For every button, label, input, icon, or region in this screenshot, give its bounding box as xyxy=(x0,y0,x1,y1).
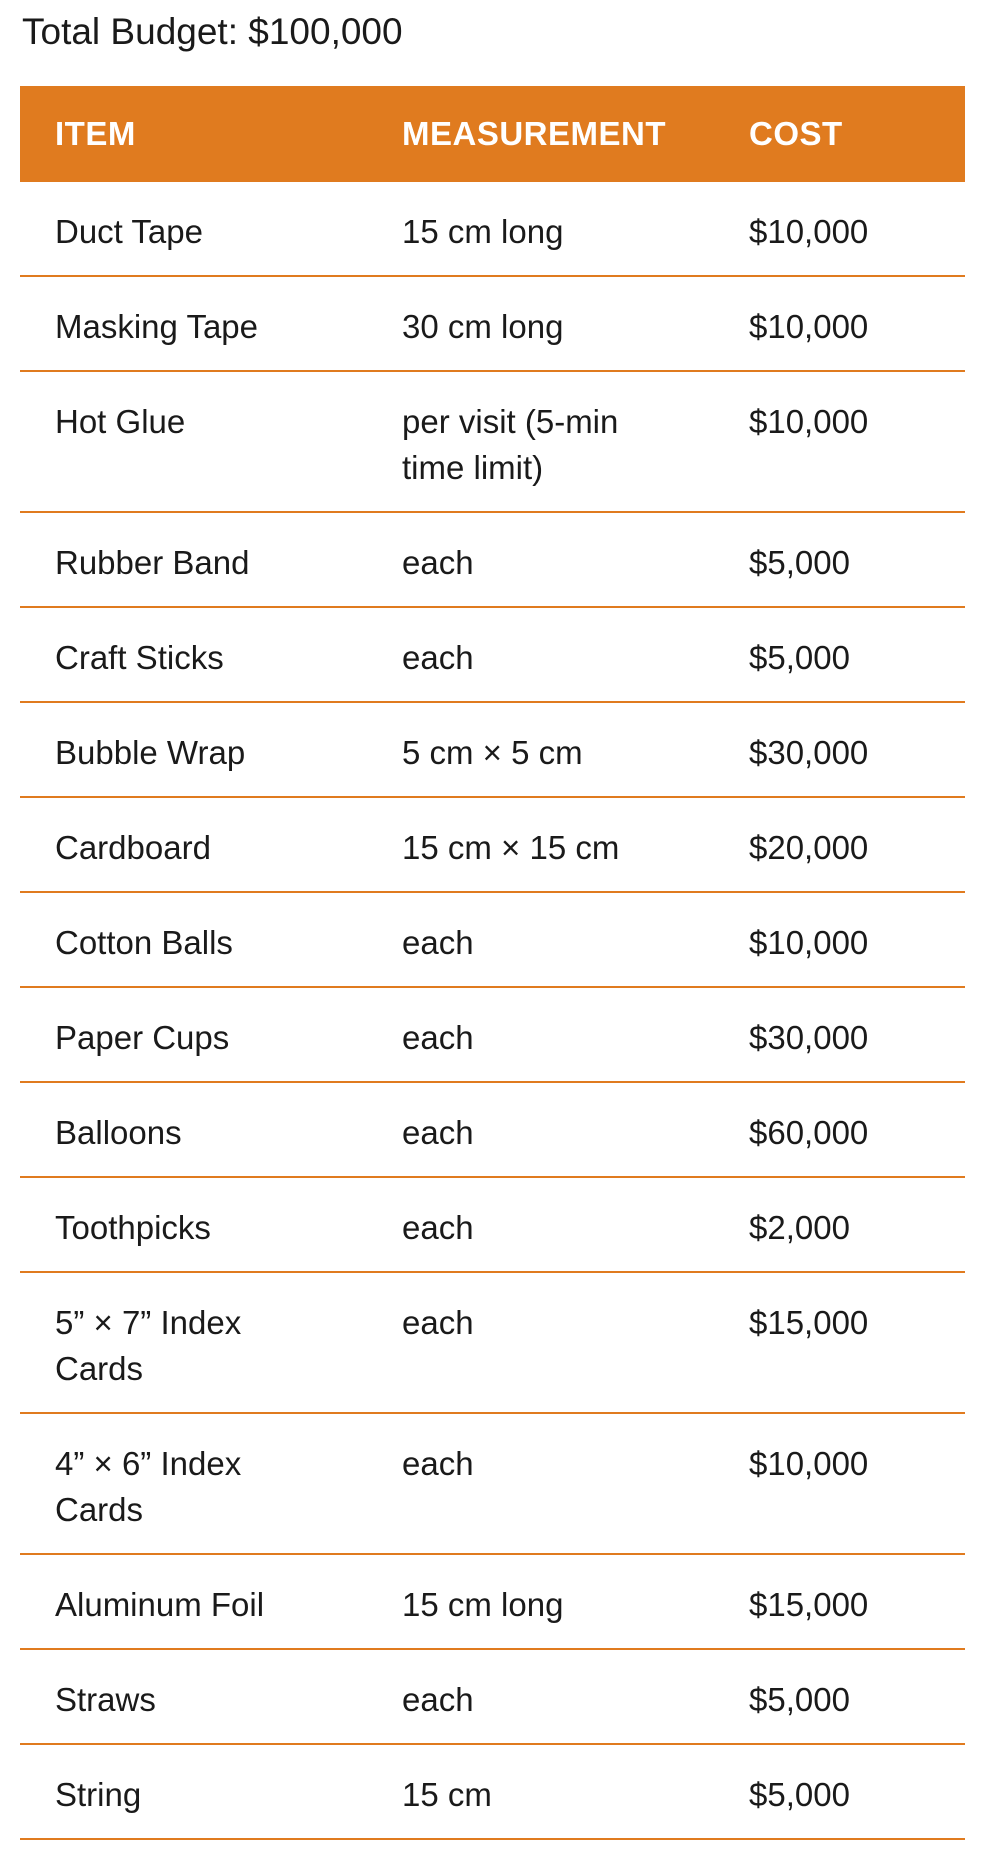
measurement-cell: each xyxy=(402,1114,474,1151)
measurement-cell: each xyxy=(402,1209,474,1246)
item-cell: Aluminum Foil xyxy=(55,1586,265,1623)
table-row xyxy=(20,608,965,703)
cost-cell: $60,000 xyxy=(749,1114,869,1151)
cost-cell: $10,000 xyxy=(749,403,869,440)
item-cell: Straws xyxy=(55,1681,156,1718)
measurement-cell: 30 cm long xyxy=(402,308,564,345)
table-row xyxy=(20,1650,965,1745)
item-cell: String xyxy=(55,1776,142,1813)
cost-cell: $5,000 xyxy=(749,1776,850,1813)
cost-cell: $5,000 xyxy=(749,544,850,581)
measurement-cell: each xyxy=(402,1019,474,1056)
header-cost: COST xyxy=(749,115,843,152)
item-cell: Toothpicks xyxy=(55,1209,211,1246)
table-row xyxy=(20,513,965,608)
table-row xyxy=(20,1273,965,1414)
measurement-cell: each xyxy=(402,544,474,581)
cost-cell: $30,000 xyxy=(749,1019,869,1056)
item-cell: Craft Sticks xyxy=(55,639,224,676)
item-cell: 5” × 7” Index Cards xyxy=(55,1304,242,1387)
measurement-cell: each xyxy=(402,1304,474,1341)
measurement-cell: each xyxy=(402,1445,474,1482)
item-cell: Balloons xyxy=(55,1114,182,1151)
item-cell: Cardboard xyxy=(55,829,211,866)
cost-cell: $10,000 xyxy=(749,1445,869,1482)
table-row xyxy=(20,703,965,798)
cost-cell: $10,000 xyxy=(749,308,869,345)
table-row xyxy=(20,1745,965,1840)
cost-cell: $15,000 xyxy=(749,1304,869,1341)
measurement-cell: 5 cm × 5 cm xyxy=(402,734,583,771)
item-cell: Paper Cups xyxy=(55,1019,230,1056)
item-cell: Masking Tape xyxy=(55,308,259,345)
cost-cell: $5,000 xyxy=(749,639,850,676)
measurement-cell: 15 cm xyxy=(402,1776,492,1813)
cost-cell: $20,000 xyxy=(749,829,869,866)
total-budget-label: Total Budget: $100,000 xyxy=(22,11,403,52)
item-cell: Bubble Wrap xyxy=(55,734,246,771)
item-cell: Cotton Balls xyxy=(55,924,233,961)
table-row xyxy=(20,182,965,277)
measurement-cell: 15 cm long xyxy=(402,1586,564,1623)
measurement-cell: 15 cm × 15 cm xyxy=(402,829,620,866)
item-cell: 4” × 6” Index Cards xyxy=(55,1445,242,1528)
table-row xyxy=(20,372,965,513)
header-measurement: MEASUREMENT xyxy=(402,115,667,152)
header-item: ITEM xyxy=(55,115,136,152)
table-row xyxy=(20,798,965,893)
table-row xyxy=(20,893,965,988)
table-row xyxy=(20,1414,965,1555)
cost-cell: $10,000 xyxy=(749,924,869,961)
cost-cell: $2,000 xyxy=(749,1209,850,1246)
table-row xyxy=(20,1178,965,1273)
table-row xyxy=(20,277,965,372)
measurement-cell: per visit (5-min time limit) xyxy=(402,403,619,486)
item-cell: Hot Glue xyxy=(55,403,186,440)
measurement-cell: each xyxy=(402,639,474,676)
table-row xyxy=(20,988,965,1083)
item-cell: Duct Tape xyxy=(55,213,203,250)
cost-cell: $5,000 xyxy=(749,1681,850,1718)
cost-cell: $30,000 xyxy=(749,734,869,771)
supplies-table xyxy=(20,86,965,1840)
measurement-cell: 15 cm long xyxy=(402,213,564,250)
table-header xyxy=(20,86,965,182)
table-row xyxy=(20,1555,965,1650)
measurement-cell: each xyxy=(402,924,474,961)
cost-cell: $15,000 xyxy=(749,1586,869,1623)
cost-cell: $10,000 xyxy=(749,213,869,250)
measurement-cell: each xyxy=(402,1681,474,1718)
item-cell: Rubber Band xyxy=(55,544,250,581)
table-row xyxy=(20,1083,965,1178)
